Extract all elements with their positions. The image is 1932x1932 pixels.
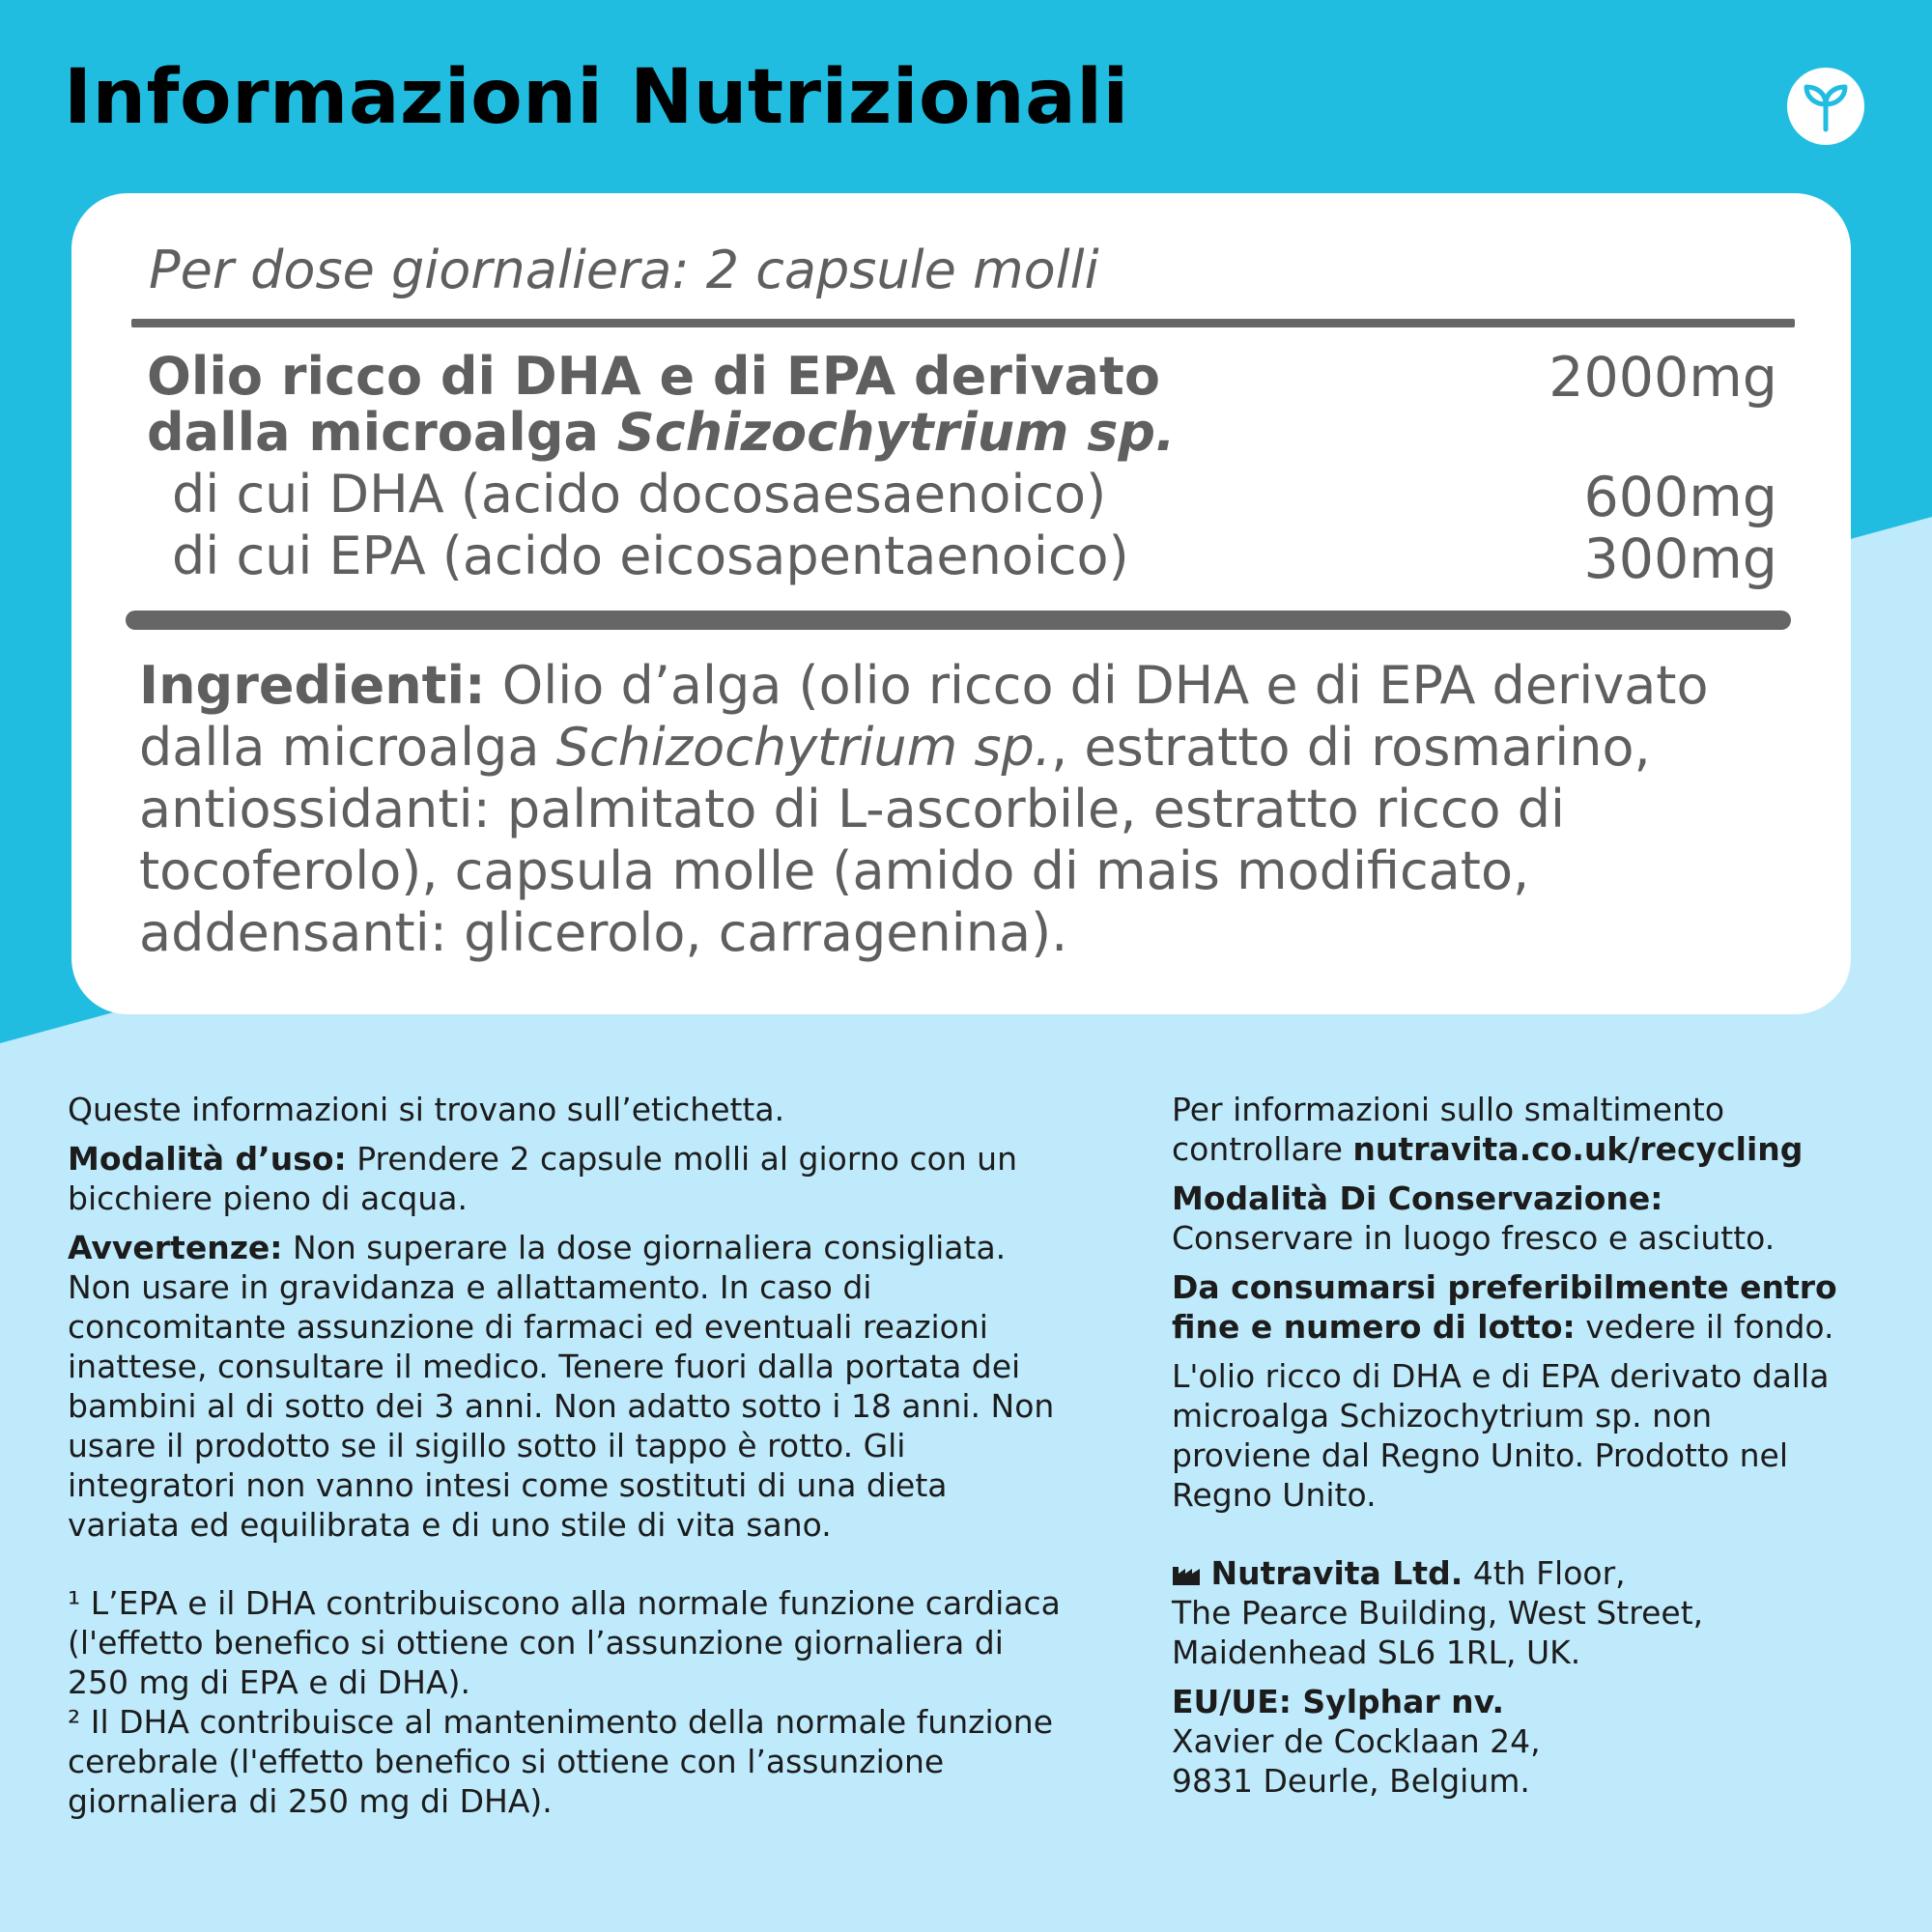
nutrient-dha-amount: 600mg: [1583, 466, 1777, 529]
nutrient-main-amount: 2000mg: [1548, 346, 1777, 410]
recycling-link[interactable]: nutravita.co.uk/recycling: [1352, 1130, 1804, 1168]
dose-label: Per dose giornaliera: 2 capsule molli: [149, 240, 1099, 300]
right-info-column: [1172, 1090, 1838, 1810]
nutrient-epa-amount: 300mg: [1583, 527, 1777, 591]
best-before-info: Da consumarsi preferibilmente entro fine e numero di lotto: vedere il fondo.: [1172, 1268, 1837, 1346]
nutrient-main-line2: dalla microalga Schizochytrium sp.: [147, 402, 1176, 463]
storage-info: Modalità Di Conservazione: Conservare in luogo fresco e asciutto.: [1172, 1179, 1776, 1257]
nutrient-epa-label: di cui EPA (acido eicosapentaenoico): [172, 526, 1129, 586]
page-title: Informazioni Nutrizionali: [64, 54, 1129, 141]
usage-instructions: Modalità d’uso: Prendere 2 capsule molli al giorno con un bicchiere pieno di acqua.: [68, 1140, 1018, 1217]
nutrient-main-line1: Olio ricco di DHA e di EPA derivato: [147, 346, 1160, 407]
warnings: Avvertenze: Non superare la dose giornaliera consigliata. Non usare in gravidanza e allattamento. In caso di concomitante assunzione di farmaci ed eventuali reazioni inattese, consultare il medico. Tenere fuori dalla portata dei bambini al di sotto dei 3 anni. Non adatto sotto i 18 anni. Non usare il prodotto se il sigillo sotto il tappo è rotto. Gli integratori non vanno intesi come sostituti di una dieta variata ed equilibrata e di uno stile di vita sano.: [68, 1229, 1055, 1544]
divider-thick: [126, 611, 1791, 630]
label-intro: Queste informazioni si trovano sull’etichetta.: [68, 1091, 785, 1128]
left-info-column: [68, 1090, 1063, 1831]
disposal-info: Per informazioni sullo smaltimento controllare nutravita.co.uk/recycling: [1172, 1091, 1804, 1168]
divider: [131, 319, 1795, 327]
footnote-2: ² Il DHA contribuisce al mantenimento della normale funzione cerebrale (l'effetto benefico si ottiene con l’assunzione giornaliera di 250 mg di DHA).: [68, 1703, 1054, 1820]
leaf-sprout-icon: [1785, 66, 1866, 147]
nutrient-dha-label: di cui DHA (acido docosaesaenoico): [172, 464, 1107, 525]
eu-representative: EU/UE: Sylphar nv. Xavier de Cocklaan 24, 9831 Deurle, Belgium.: [1172, 1683, 1541, 1800]
ingredients-text: Ingredienti: Olio d’alga (olio ricco di DHA e di EPA derivato dalla microalga Schizochytrium sp., estratto di rosmarino, antiossidanti: palmitato di L-ascorbile, estratto ricco di tocoferolo), capsula molle (amido di mais modificato, addensanti: glicerolo, carragenina).: [139, 655, 1709, 963]
factory-icon: [1172, 1561, 1201, 1586]
origin-info: L'olio ricco di DHA e di EPA derivato dalla microalga Schizochytrium sp. non proviene dal Regno Unito. Prodotto nel Regno Unito.: [1172, 1357, 1830, 1514]
manufacturer-address: Nutravita Ltd. 4th Floor, The Pearce Building, West Street, Maidenhead SL6 1RL, UK.: [1172, 1554, 1704, 1671]
footnote-1: ¹ L’EPA e il DHA contribuiscono alla normale funzione cardiaca (l'effetto benefico si ottiene con l’assunzione giornaliera di 250 mg di EPA e di DHA).: [68, 1584, 1061, 1701]
